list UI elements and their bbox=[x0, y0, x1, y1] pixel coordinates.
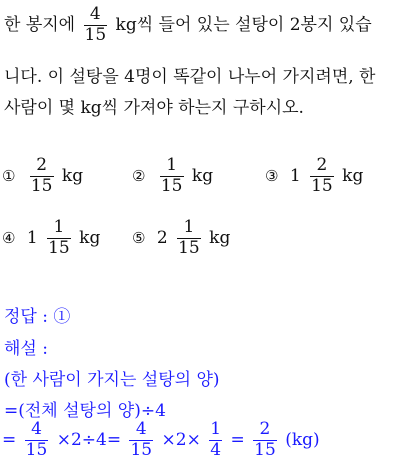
option-2[interactable] bbox=[132, 157, 213, 196]
option-5[interactable] bbox=[132, 219, 230, 258]
option-fraction: $\frac{2}{15}$ bbox=[30, 155, 53, 196]
question-line-1 bbox=[4, 6, 372, 45]
question-line-3: 사람이 몇 kg씩 가져야 하는지 구하시오. bbox=[4, 98, 304, 118]
option-unit: kg bbox=[79, 227, 101, 248]
question-line-2: 니다. 이 설탕을 4명이 똑같이 나누어 가지려면, 한 bbox=[4, 67, 376, 87]
option-4[interactable] bbox=[2, 219, 100, 258]
calc-fraction-3: $\frac{1}{4}$ bbox=[210, 419, 222, 460]
option-marker: ① bbox=[2, 166, 16, 185]
calc-fraction-2: $\frac{4}{15}$ bbox=[130, 419, 153, 460]
equals-sign: = bbox=[2, 429, 17, 450]
option-unit: kg bbox=[209, 227, 231, 248]
option-whole: 1 bbox=[26, 227, 38, 248]
calc-fraction-1: $\frac{4}{15}$ bbox=[25, 419, 48, 460]
option-marker: ⑤ bbox=[132, 228, 146, 247]
option-unit: kg bbox=[191, 165, 214, 186]
calc-text-1: ×2÷4= bbox=[56, 429, 122, 450]
option-fraction: $\frac{1}{15}$ bbox=[178, 217, 200, 258]
option-fraction: $\frac{1}{15}$ bbox=[160, 155, 183, 196]
option-marker: ③ bbox=[265, 166, 279, 185]
question-text-b: kg씩 들어 있는 설탕이 2봉지 있습 bbox=[115, 14, 372, 35]
option-marker: ② bbox=[132, 166, 146, 185]
calc-text-2: ×2× bbox=[161, 429, 201, 450]
explanation-line-2: =(전체 설탕의 양)÷4 bbox=[4, 401, 166, 421]
option-whole: 1 bbox=[289, 165, 301, 186]
explanation-label: 해설 : bbox=[4, 339, 48, 359]
option-unit: kg bbox=[342, 165, 364, 186]
question-text-a: 한 봉지에 bbox=[4, 14, 76, 35]
calc-fraction-4: $\frac{2}{15}$ bbox=[254, 419, 276, 460]
calc-text-3: = bbox=[230, 429, 245, 450]
answer-label: 정답 : ① bbox=[4, 307, 71, 327]
fraction-4-15: $\frac{4}{15}$ bbox=[84, 4, 107, 45]
explanation-line-1: (한 사람이 가지는 설탕의 양) bbox=[4, 370, 220, 390]
option-3[interactable] bbox=[265, 157, 363, 196]
option-marker: ④ bbox=[2, 228, 16, 247]
option-fraction: $\frac{1}{15}$ bbox=[48, 217, 70, 258]
calc-unit: (kg) bbox=[285, 429, 320, 450]
option-whole: 2 bbox=[156, 227, 168, 248]
option-unit: kg bbox=[61, 165, 84, 186]
explanation-calculation bbox=[2, 421, 320, 460]
option-1[interactable] bbox=[2, 157, 83, 196]
option-fraction: $\frac{2}{15}$ bbox=[311, 155, 333, 196]
